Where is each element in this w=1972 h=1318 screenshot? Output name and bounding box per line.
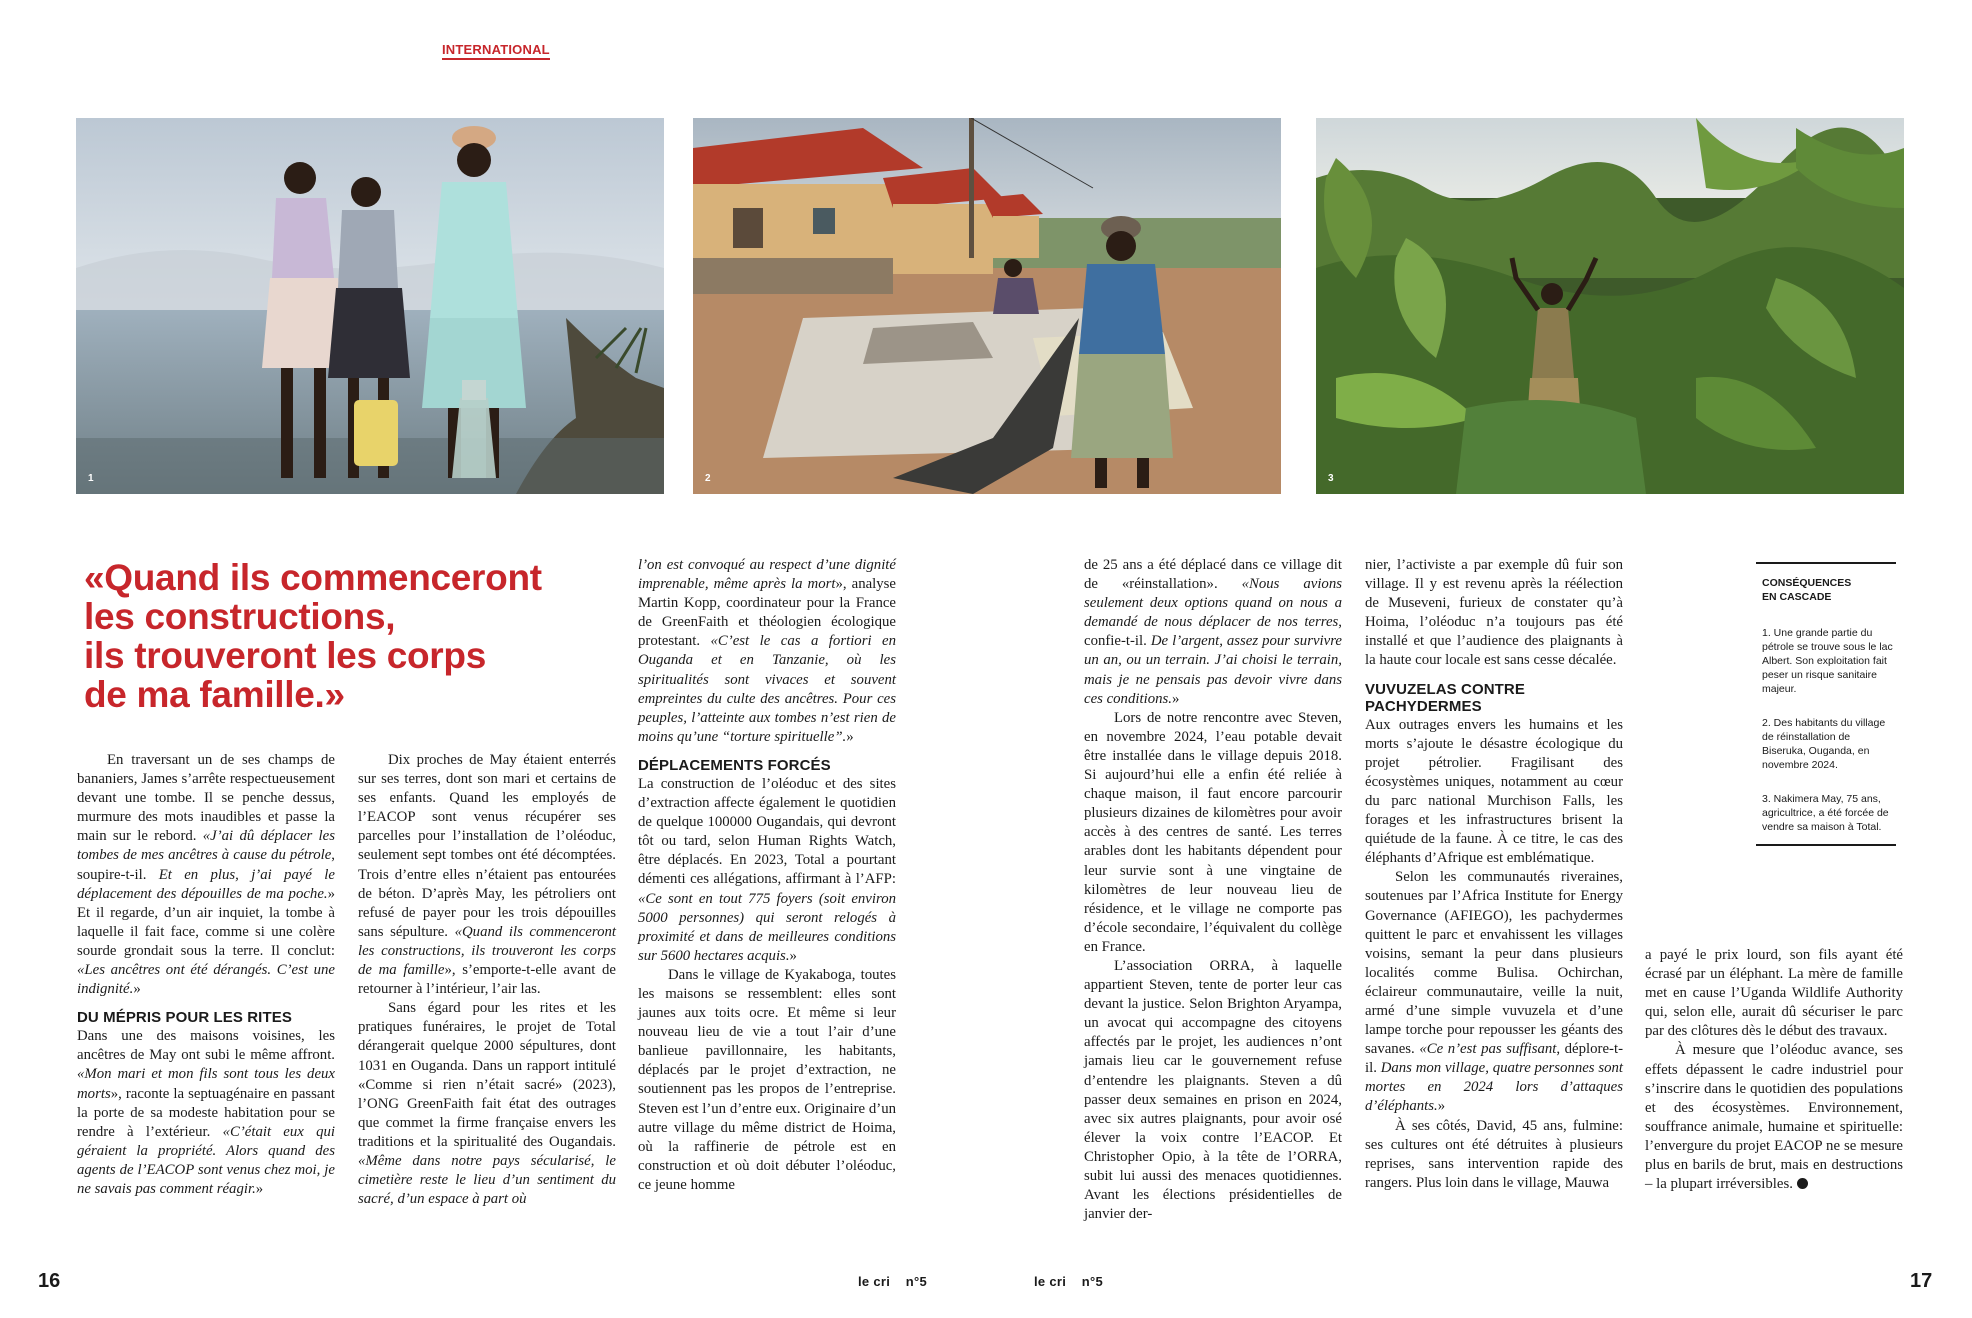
article-column-6: [1645, 946, 1903, 1194]
paragraph: À mesure que l’oléoduc avance, ses effets dépassent le cadre industriel pour s’inscrire dans le quotidien des populations et des écosystèmes. Environnement, souffrance animale, humaine et spirituelle: l’envergure du projet EACOP ne se mesure plus en barils de brut, mais en destructions – la plupart irréversibles.: [1645, 1042, 1903, 1193]
paragraph: Aux outrages envers les humains et les morts s’ajoute le désastre écologique du projet pétrolier. Fragilisant des écosystèmes uniques, notamment au cœur du parc national Murchison Falls, les forages et les infrastructures brisent la quiétude de la faune. À ce titre, le cas des éléphants d’Afrique est emblématique.: [1365, 716, 1623, 867]
photo-village: [693, 118, 1281, 494]
paragraph: l’on est convoqué au respect d’une dignité imprenable, même après la mort», analyse Martin Kopp, coordinateur pour la France de GreenFaith et théologien écologique protestant. «C’est le cas a fortiori en Ouganda et en Tanzanie, où les spiritualités sont vivaces et souvent empreintes du culte des ancêtres. Pour ces peuples, l’atteinte aux tombes n’est rien de moins qu’une “torture spirituelle”.»: [638, 557, 896, 745]
paragraph: Selon les communautés riveraines, soutenues par l’Africa Institute for Energy Governance (AFIEGO), les pachydermes quittent le parc et envahissent les villages voisins, semant la peur dans plusieurs localités comme Bulisa. Ochirchan, éclaireur communautaire, veille la nuit, armé d’une simple vuvuzela et d’une lampe torche pour repousser les géants des savanes. «Ce n’est pas suffisant, déplore-t-il. Dans mon village, quatre personnes sont mortes en 2024 lors d’attaques d’éléphants.»: [1365, 869, 1623, 1115]
paragraph: Sans égard pour les rites et les pratiques funéraires, le projet de Total dérangerait quelque 2000 sépultures, dont 1031 en Ouganda. Dans un rapport intitulé «Comme si rien n’était sacré» (2023), l’ONG GreenFaith fait état des outrages que commet la firme française envers les traditions et la spiritualité des Ougandais. «Même dans notre pays sécularisé, le cimetière reste le lieu d’un sentiment du sacré, d’un espace à part où: [358, 1000, 616, 1208]
paragraph: a payé le prix lourd, son fils ayant été écrasé par un éléphant. La mère de famille met en cause l’Uganda Wildlife Authority qui, selon elle, aurait dû sécuriser le parc par des clôtures dès le début des travaux.: [1645, 947, 1903, 1040]
photo-number: 3: [1328, 473, 1334, 484]
photo-number: 2: [705, 473, 711, 484]
paragraph: nier, l’activiste a par exemple dû fuir son village. Il y est revenu après la réélection de Museveni, furieux de constater qu’à Hoima, l’oléoduc n’a toujours pas été installé et que l’audience des plaignants à la haute cour locale est sans cesse décalée.: [1365, 557, 1623, 669]
paragraph: La construction de l’oléoduc et des sites d’extraction affecte également le quotidien de quelque 100000 Ougandais, qui devront tôt ou tard, selon Human Rights Watch, être déplacés. En 2023, Total a pourtant démenti ces allégations, affirmant à l’AFP: «Ce sont en tout 775 foyers (soit environ 5000 personnes) qui seront relogés à proximité et dans de meilleures conditions sur 5600 hectares acquis.»: [638, 775, 896, 964]
article-column-4: [1084, 556, 1342, 1224]
caption-item: 1. Une grande partie du pétrole se trouve sous le lac Albert. Son exploitation fait peser un risque sanitaire majeur.: [1762, 627, 1893, 695]
paragraph: Dans le village de Kyakaboga, toutes les maisons se ressemblent: elles sont jaunes aux toits ocre. Et même si leur nouveau lieu de vie a tout l’air d’une banlieue pavillonnaire, les habitants, déplacés par le projet d’extraction, ne soutiennent pas les propos de l’entreprise. Steven est l’un d’entre eux. Originaire d’un autre village du même district de Hoima, où la raffinerie de pétrole est en construction et où doit débuter l’oléoduc, ce jeune homme: [638, 966, 896, 1193]
article-column-3: [638, 556, 896, 1195]
caption-item: 2. Des habitants du village de réinstallation de Biseruka, Ouganda, en novembre 2024.: [1762, 717, 1886, 771]
article-column-2: [358, 751, 616, 1209]
pull-quote-line: «Quand ils commenceront: [84, 557, 542, 598]
article-column-1: [77, 751, 335, 1199]
photo-field: [1316, 118, 1904, 494]
paragraph: L’association ORRA, à laquelle appartient Steven, tente de porter leur cas devant la justice. Selon Brighton Aryampa, un avocat qui accompagne des citoyens affectés par le projet, les audiences n’ont jamais lieu car le gouvernement refuse d’entendre les plaignants. Steven a dû passer deux semaines en prison en 2024, avec six autres plaignants, pour avoir osé élever la voix contre l’EACOP. Et Christopher Opio, à la tête de l’ORRA, subit lui aussi des menaces quotidiennes. Avant les élections présidentielles de janvier der-: [1084, 957, 1342, 1223]
end-of-article-mark: [1797, 1178, 1808, 1189]
page-number-left: 16: [38, 1270, 61, 1292]
article-column-5: [1365, 556, 1623, 1193]
photo-captions-box: [1756, 562, 1896, 846]
caption-item: 3. Nakimera May, 75 ans, agricultrice, a été forcée de vendre sa maison à Total.: [1762, 793, 1889, 833]
magazine-brand-left: le cri n°5: [858, 1274, 928, 1289]
magazine-brand-right: le cri n°5: [1034, 1274, 1104, 1289]
pull-quote: [84, 558, 604, 714]
section-heading: DÉPLACEMENTS FORCÉS: [638, 756, 831, 774]
photo-lake: [76, 118, 664, 494]
paragraph: En traversant un de ses champs de bananiers, James s’arrête respectueusement devant une tombe. Il se penche dessus, murmure des mots inaudibles et passe la main sur le rebord. «J’ai dû déplacer les tombes de mes ancêtres à cause du pétrole, soupire-t-il. Et en plus, j’ai payé le déplacement des dépouilles de ma poche.» Et il regarde, d’un air inquiet, la tombe à laquelle il fait face, comme si une colère sourde grondait sous la terre. Il conclut: «Les ancêtres ont été dérangés. C’est une indignité.»: [77, 752, 335, 998]
section-tag: INTERNATIONAL: [442, 42, 550, 60]
pull-quote-line: de ma famille.»: [84, 674, 345, 715]
paragraph: de 25 ans a été déplacé dans ce village dit de «réinstallation». «Nous avions seulement deux options quand on nous a demandé de nous déplacer de nos terres, confie-t-il. De l’argent, assez pour survivre un an, ou un terrain. J’ai choisi le terrain, mais je ne pensais pas devoir vivre dans ces conditions.»: [1084, 557, 1342, 707]
page-number-right: 17: [1910, 1270, 1933, 1292]
pull-quote-line: les constructions,: [84, 596, 396, 637]
paragraph: Dans une des maisons voisines, les ancêtres de May ont subi le même affront. «Mon mari et mon fils sont tous les deux morts», raconte la septuagénaire en passant la porte de sa modeste habitation pour se rendre à l’extérieur. «C’était eux qui géraient la propriété. Alors quand des agents de l’EACOP sont venus chez moi, je ne savais pas comment réagir.»: [77, 1028, 335, 1197]
paragraph: À ses côtés, David, 45 ans, fulmine: ses cultures ont été détruites à plusieurs reprises, sans intervention rapide des rangers. Plus loin dans le village, Mauwa: [1365, 1117, 1623, 1191]
section-heading: VUVUZELAS CONTRE PACHYDERMES: [1365, 680, 1525, 715]
paragraph: Dix proches de May étaient enterrés sur ses terres, dont son mari et certains de ses enfants. Quand les employés de l’EACOP sont venus récupérer ses parcelles pour l’installation de l’oléoduc, seulement sept tombes ont été décomptées. Trois d’entre elles n’étaient pas entourées de béton. D’après May, les pétroliers ont refusé de payer pour les trois dépouilles sans sépulture. «Quand ils commenceront les constructions, ils trouveront les corps de ma famille», s’emporte-t-elle avant de retourner à l’intérieur, l’air las.: [358, 752, 616, 998]
photo-number: 1: [88, 473, 94, 484]
pull-quote-line: ils trouveront les corps: [84, 635, 486, 676]
section-heading: DU MÉPRIS POUR LES RITES: [77, 1009, 292, 1027]
paragraph: Lors de notre rencontre avec Steven, en novembre 2024, l’eau potable devait être installée dans le village depuis 2018. Si aujourd’hui elle a enfin été reliée à chaque maison, il faut encore parcourir plusieurs dizaines de kilomètres pour avoir accès à des centres de santé. Les terres arables dont les habitants dépendent pour leur survie sont à une vingtaine de kilomètres de leur nouveau lieu de résidence, et le village ne comporte pas d’école secondaire, l’équivalent du collège en France.: [1084, 709, 1342, 955]
captions-title: CONSÉQUENCES EN CASCADE: [1762, 577, 1852, 603]
